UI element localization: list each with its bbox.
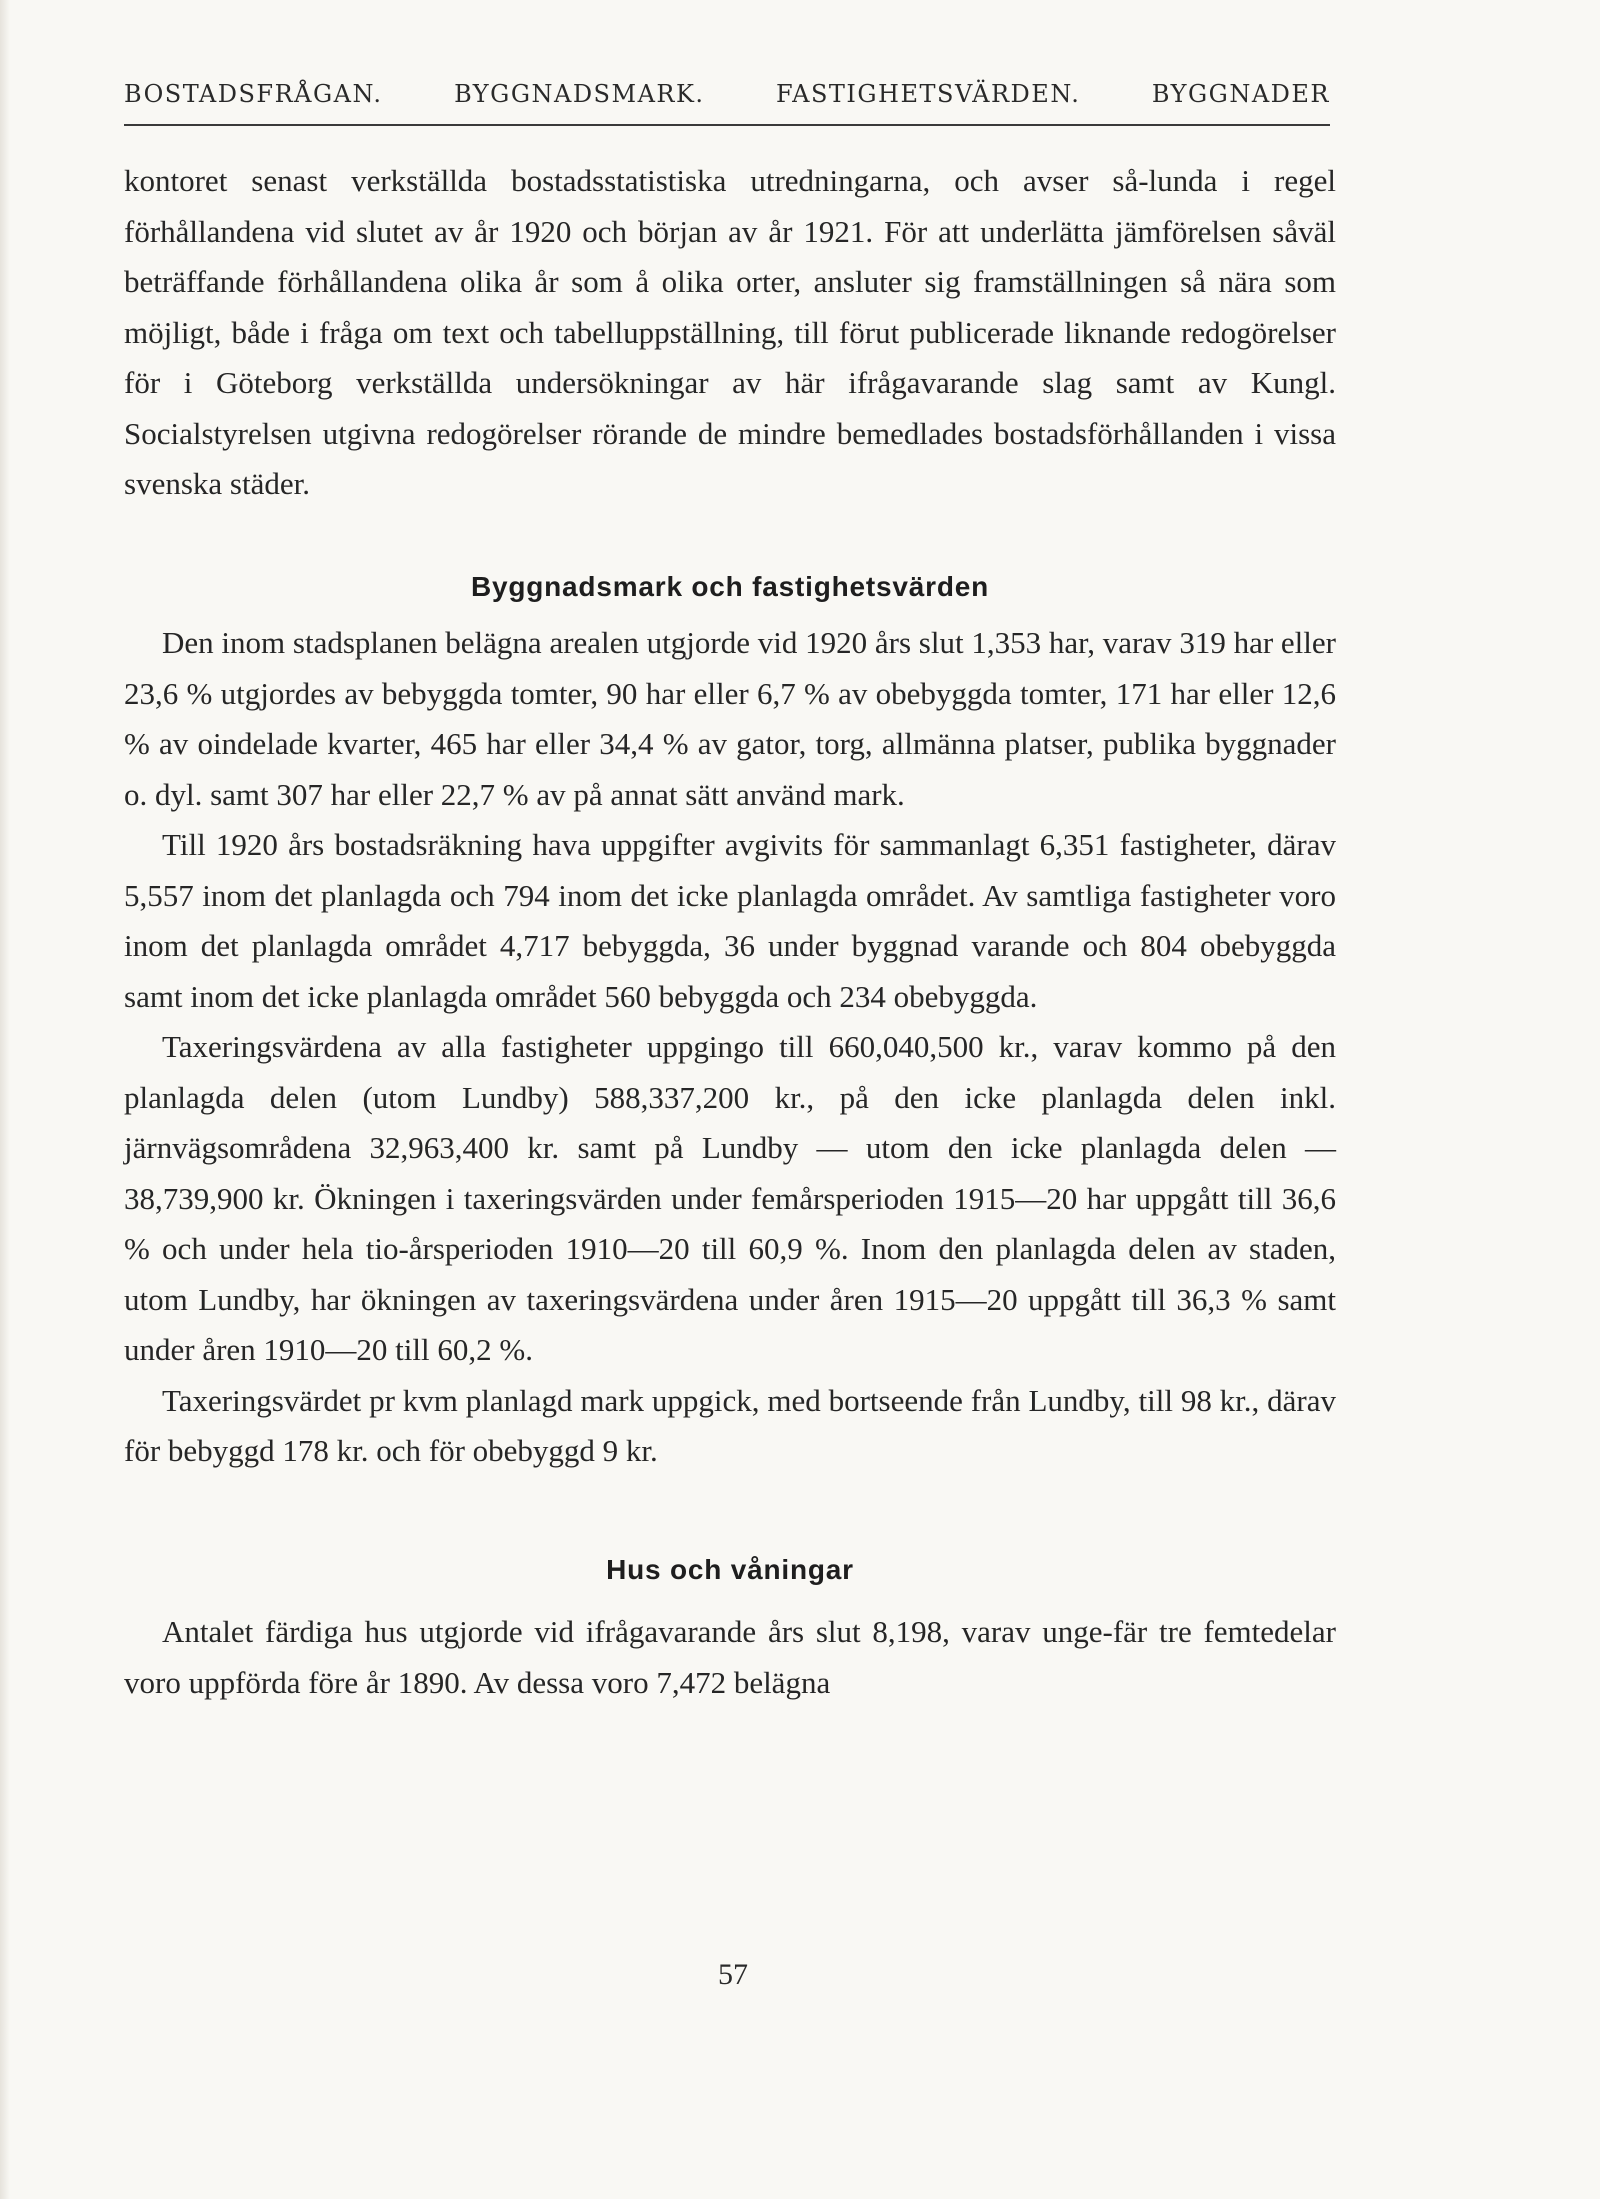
paragraph-taxeringsvarde-kvm: Taxeringsvärdet pr kvm planlagd mark uppgick, med bortseende från Lundby, till 98 kr., därav för bebyggd 178 kr. och för obebyggd 9 kr. <box>124 1382 1336 1468</box>
intro-paragraph: kontoret senast verkställda bostadsstatistiska utredningarna, och avser så-lunda i regel förhållandena vid slutet av år 1920 och början av år 1921. För att underlätta jämförelsen såväl beträffande förhållandena olika år som å olika orter, ansluter sig framställningen så nära som möjligt, både i fråga om text och tabelluppställning, till förut publicerade liknande redogörelser för i Göteborg verkställda undersökningar av här ifrågavarande slag samt av Kungl. Socialstyrelsen utgivna redogörelser rörande de mindre bemedlades bostadsförhållanden i vissa svenska städer. <box>124 163 1336 501</box>
page-content <box>124 156 1336 1708</box>
page-number: 57 <box>718 1958 748 1991</box>
header-rule <box>124 124 1330 126</box>
section-heading-hus: Hus och våningar <box>606 1553 854 1585</box>
paragraph-taxeringsvarden: Taxeringsvärdena av alla fastigheter uppgingo till 660,040,500 kr., varav kommo på den planlagda delen (utom Lundby) 588,337,200 kr., på den icke planlagda delen inkl. järnvägsområdena 32,963,400 kr. samt på Lundby — utom den icke planlagda delen — 38,739,900 kr. Ökningen i taxeringsvärden under femårsperioden 1915—20 har uppgått till 36,6 % och under hela tio-årsperioden 1910—20 till 60,9 %. Inom den planlagda delen av staden, utom Lundby, har ökningen av taxeringsvärdena under åren 1915—20 uppgått till 36,3 % samt under åren 1910—20 till 60,2 %. <box>124 1029 1336 1367</box>
page-edge-shadow <box>0 0 10 2199</box>
paragraph-fastigheter: Till 1920 års bostadsräkning hava uppgifter avgivits för sammanlagt 6,351 fastigheter, därav 5,557 inom det planlagda och 794 inom det icke planlagda området. Av samtliga fastigheter voro inom det planlagda området 4,717 bebyggda, 36 under byggnad varande och 804 obebyggda samt inom det icke planlagda området 560 bebyggda och 234 obebyggda. <box>124 827 1336 1014</box>
running-head: BOSTADSFRÅGAN. BYGGNADSMARK. FASTIGHETSVÄRDEN. BYGGNADER <box>124 80 1330 108</box>
section-heading-byggnadsmark: Byggnadsmark och fastighetsvärden <box>470 570 990 602</box>
paragraph-areal: Den inom stadsplanen belägna arealen utgjorde vid 1920 års slut 1,353 har, varav 319 har eller 23,6 % utgjordes av bebyggda tomter, 90 har eller 6,7 % av obebyggda tomter, 171 har eller 12,6 % av oindelade kvarter, 465 har eller 34,4 % av gator, torg, allmänna platser, publika byggnader o. dyl. samt 307 har eller 22,7 % av på annat sätt använd mark. <box>124 625 1336 812</box>
paragraph-hus: Antalet färdiga hus utgjorde vid ifrågavarande års slut 8,198, varav unge-fär tre femtedelar voro uppförda före år 1890. Av dessa voro 7,472 belägna <box>124 1614 1336 1700</box>
